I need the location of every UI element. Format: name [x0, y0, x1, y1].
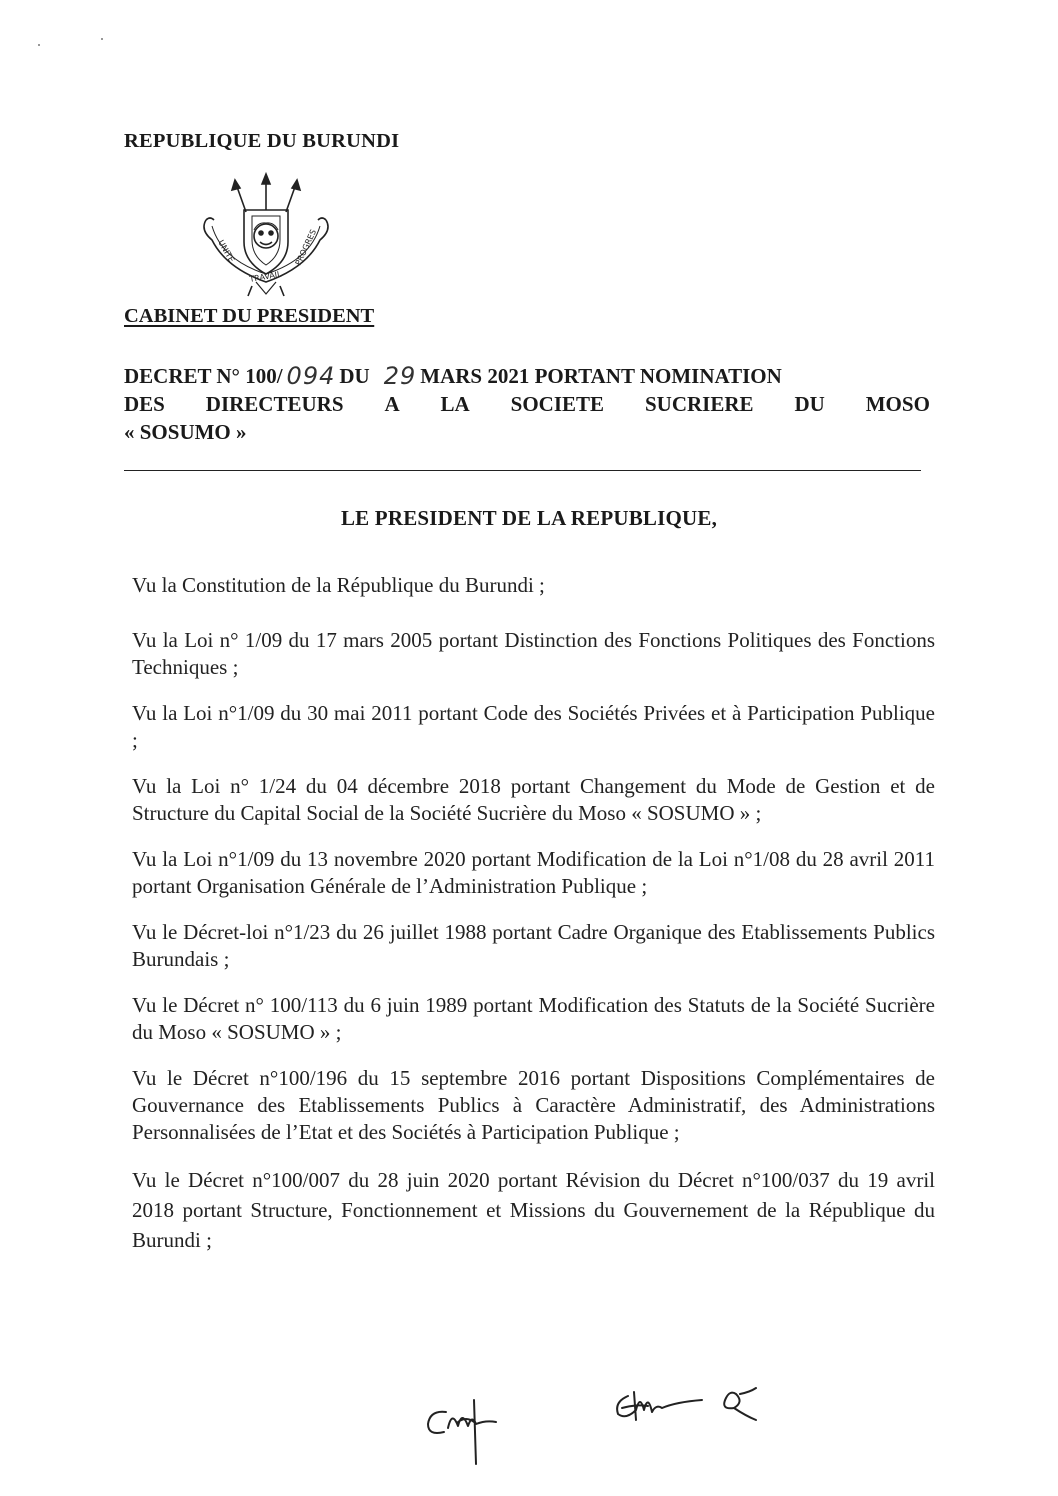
title-word: LA	[440, 392, 470, 416]
considerations-list	[132, 572, 935, 1274]
consideration-paragraph: Vu le Décret n°100/196 du 15 septembre 2016 portant Dispositions Complémentaires de Gouvernance des Etablissements Publics à Caractère Administratif, des Administrations Personnalisées de l’Etat et des Sociétés à Participation Publique ;	[132, 1066, 935, 1144]
scan-speck	[38, 44, 40, 46]
title-word: SUCRIERE	[644, 392, 754, 416]
title-word: A	[384, 392, 400, 416]
president-heading: LE PRESIDENT DE LA REPUBLIQUE,	[340, 506, 718, 530]
svg-text:TRAVAIL: TRAVAIL	[248, 269, 283, 284]
consideration-paragraph: Vu le Décret n° 100/113 du 6 juin 1989 portant Modification des Statuts de la Société Sucrière du Moso « SOSUMO » ;	[132, 993, 935, 1044]
consideration-paragraph: Vu la Loi n° 1/09 du 17 mars 2005 portant Distinction des Fonctions Politiques des Fonctions Techniques ;	[132, 628, 935, 679]
consideration-paragraph: Vu le Décret n°100/007 du 28 juin 2020 portant Révision du Décret n°100/037 du 19 avril 2018 portant Structure, Fonctionnement et Missions du Gouvernement de la République du Burundi ;	[132, 1168, 935, 1252]
svg-text:UNITE: UNITE	[216, 238, 237, 264]
title-word: MOSO	[865, 392, 930, 416]
title-word: SOCIETE	[510, 392, 605, 416]
title-divider	[124, 470, 921, 471]
consideration-paragraph: Vu la Loi n°1/09 du 30 mai 2011 portant Code des Sociétés Privées et à Participation Publique ;	[132, 701, 935, 752]
title-word: DES	[124, 392, 165, 416]
svg-text:PROGRES: PROGRES	[293, 228, 319, 267]
handwritten-decree-number: 094	[286, 362, 336, 390]
decree-title-line-3	[124, 418, 930, 446]
title-word: DIRECTEURS	[205, 392, 344, 416]
decree-title	[124, 362, 930, 446]
title-word: DU	[794, 392, 825, 416]
scan-speck	[101, 38, 103, 40]
republic-header: REPUBLIQUE DU BURUNDI	[124, 130, 400, 152]
consideration-paragraph: Vu la Loi n°1/09 du 13 novembre 2020 portant Modification de la Loi n°1/08 du 28 avril 2011 portant Organisation Générale de l’Administration Publique ;	[132, 847, 935, 898]
cabinet-header: CABINET DU PRESIDENT	[124, 305, 375, 327]
decree-du: DU	[339, 364, 370, 388]
consideration-paragraph: Vu la Loi n° 1/24 du 04 décembre 2018 portant Changement du Mode de Gestion et de Structure du Capital Social de la Société Sucrière du Moso « SOSUMO » ;	[132, 774, 935, 825]
consideration-paragraph: Vu la Constitution de la République du Burundi ;	[132, 573, 545, 597]
decree-prefix: DECRET N° 100/	[124, 364, 283, 388]
decree-line1-rest: MARS 2021 PORTANT NOMINATION	[420, 364, 782, 388]
decree-line3: « SOSUMO »	[124, 420, 247, 444]
decree-title-line-1	[124, 362, 930, 390]
consideration-paragraph: Vu le Décret-loi n°1/23 du 26 juillet 1988 portant Cadre Organique des Etablissements Publics Burundais ;	[132, 920, 935, 971]
handwritten-initials	[400, 1380, 800, 1470]
decree-title-line-2	[124, 390, 930, 418]
handwritten-decree-day: 29	[383, 362, 417, 390]
coat-of-arms-emblem	[196, 170, 336, 300]
